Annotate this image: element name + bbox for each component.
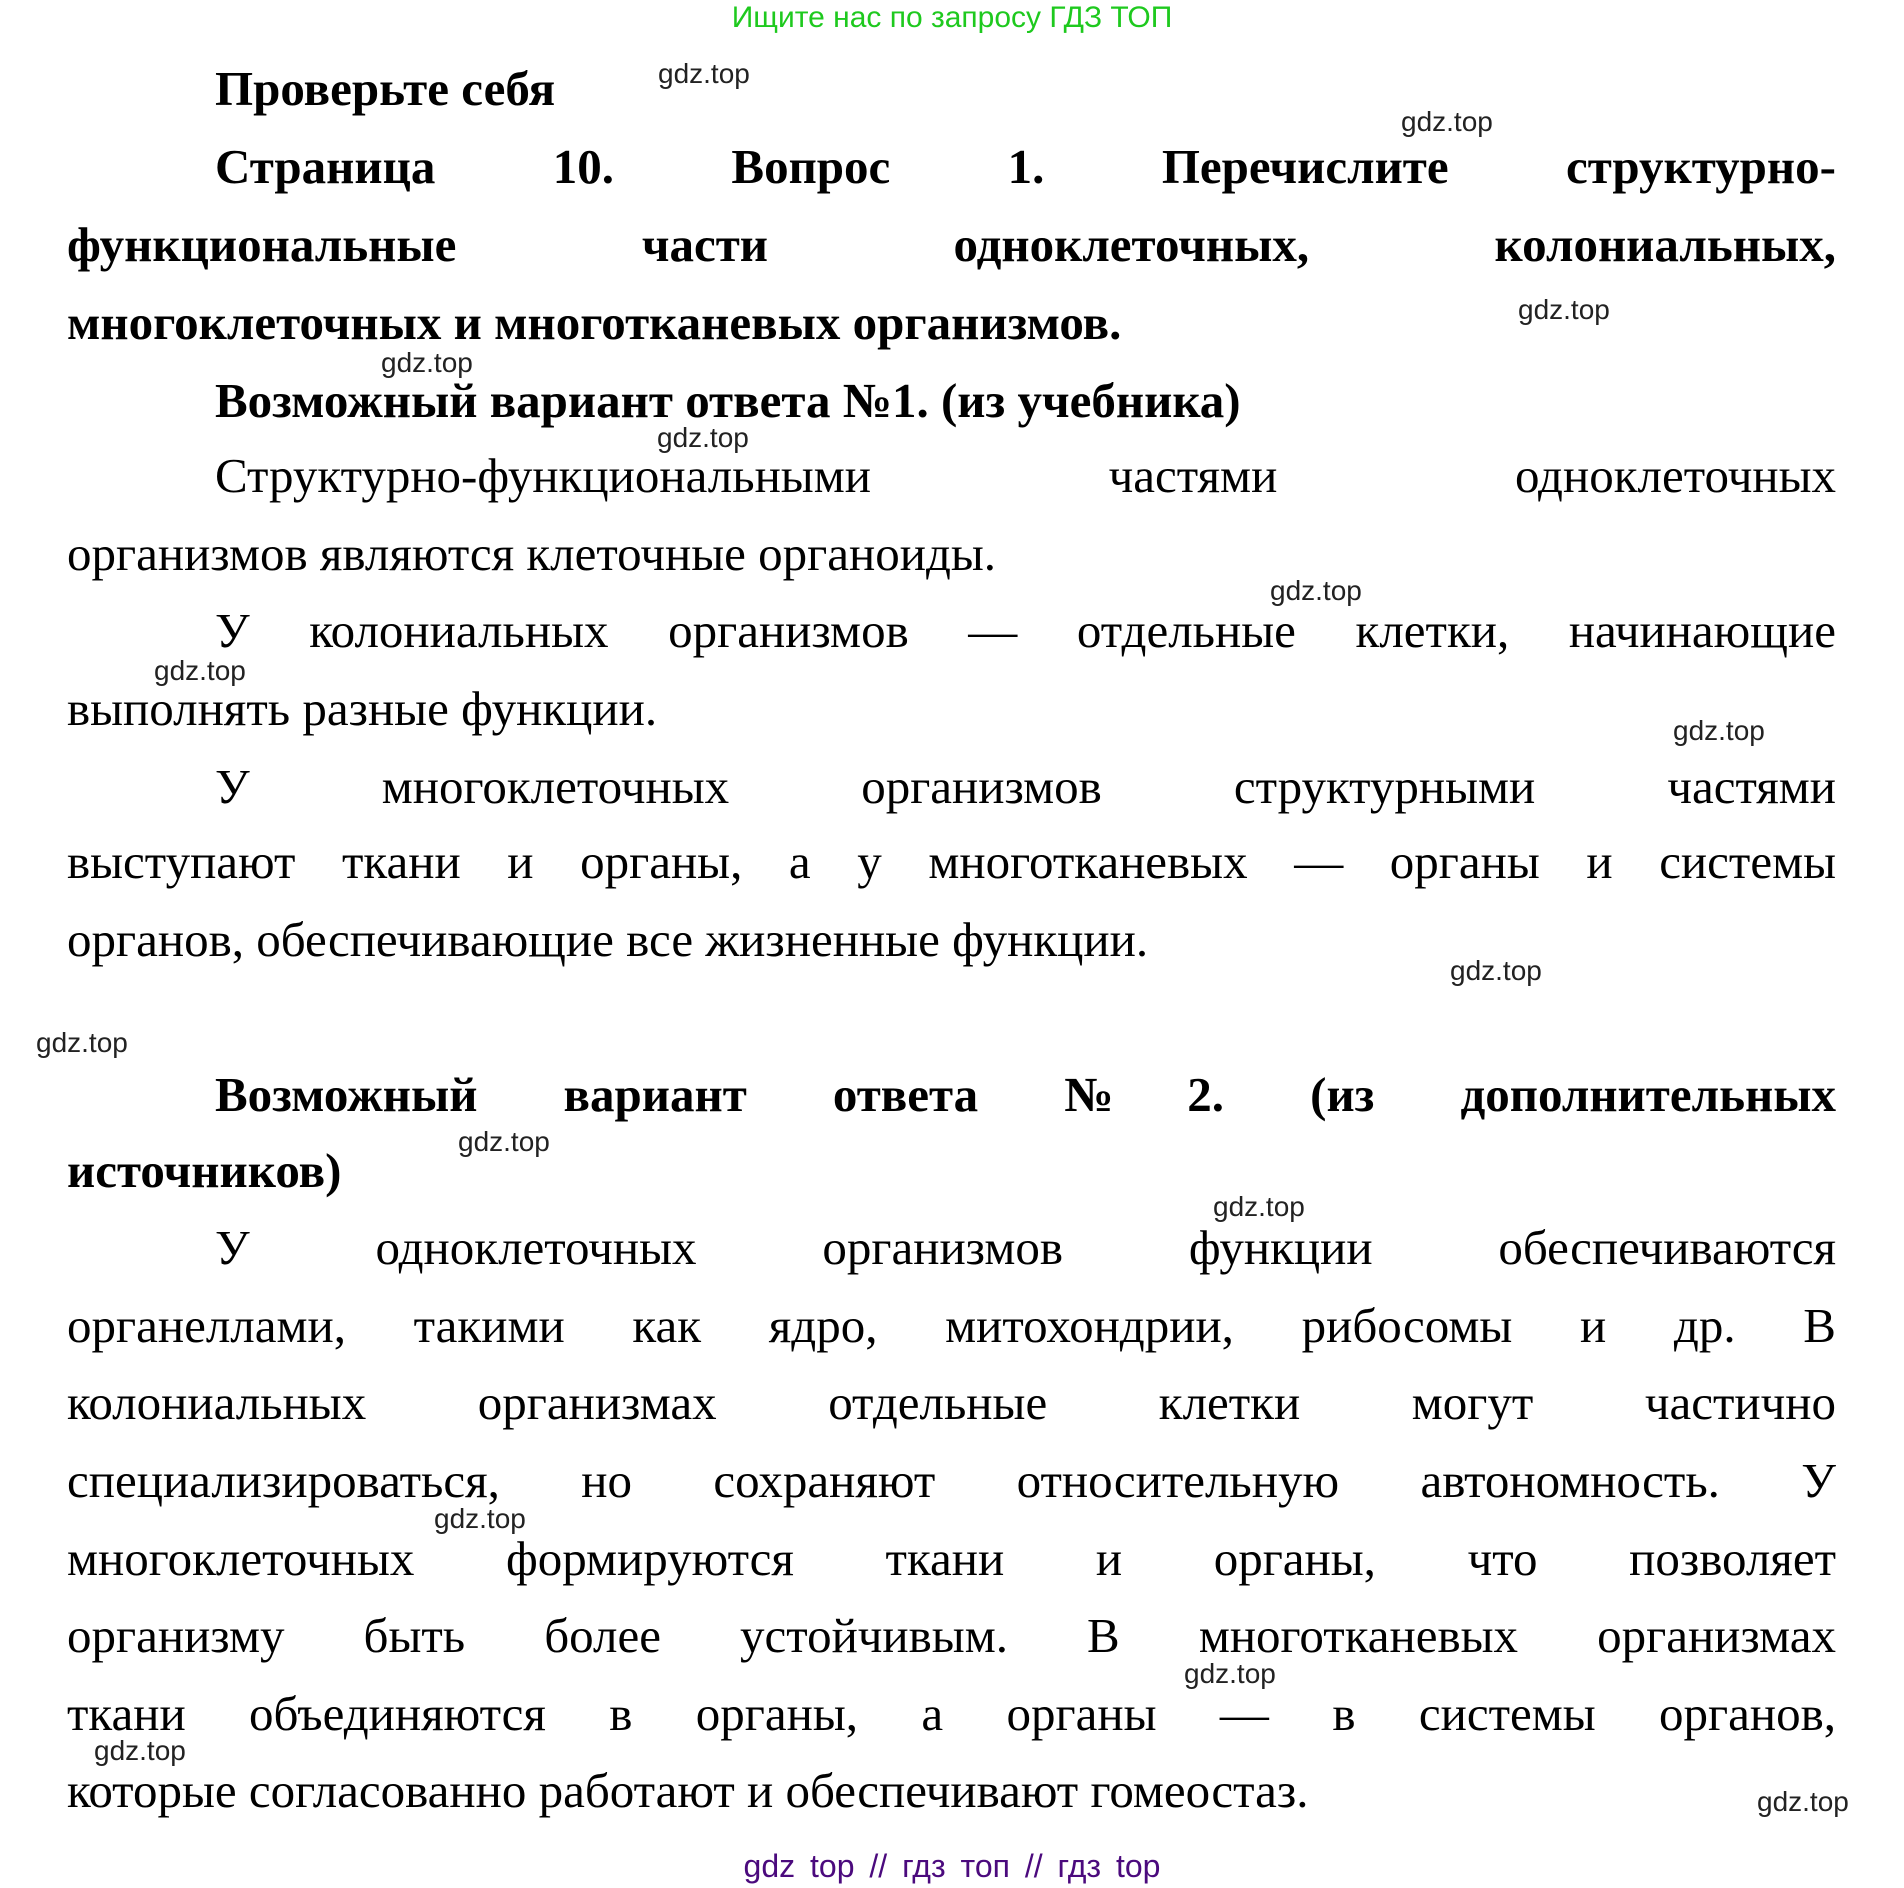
watermark: gdz.top: [1757, 1786, 1849, 1817]
answer2-line: многоклеточных формируются ткани и органы, что позволяет: [67, 1531, 1836, 1586]
watermark: gdz.top: [381, 347, 473, 378]
watermark: gdz.top: [458, 1126, 550, 1157]
answer1-line: выступают ткани и органы, а у многотканевых — органы и системы: [67, 834, 1836, 889]
search-banner: Ищите нас по запросу ГДЗ ТОП: [731, 1, 1173, 34]
answer2-line: организму быть более устойчивым. В многотканевых организмах: [67, 1608, 1836, 1663]
watermark: gdz.top: [657, 422, 749, 453]
watermark: gdz.top: [1450, 955, 1542, 986]
answer1-line: органов, обеспечивающие все жизненные функции.: [67, 912, 1149, 967]
watermark: gdz.top: [1518, 294, 1610, 325]
answer2-line: ткани объединяются в органы, а органы — в системы органов,: [67, 1686, 1836, 1741]
watermark: gdz.top: [1401, 106, 1493, 137]
question-line: функциональные части одноклеточных, колониальных,: [67, 217, 1836, 272]
watermark: gdz.top: [94, 1735, 186, 1766]
question-line: многоклеточных и многотканевых организмов.: [67, 295, 1122, 350]
answer2-line: которые согласованно работают и обеспечивают гомеостаз.: [67, 1763, 1309, 1818]
watermark: gdz.top: [1673, 715, 1765, 746]
watermark: gdz.top: [658, 58, 750, 89]
answer2-line: У одноклеточных организмов функции обеспечиваются: [215, 1220, 1836, 1275]
watermark: gdz.top: [434, 1503, 526, 1534]
answer2-line: специализироваться, но сохраняют относительную автономность. У: [67, 1453, 1836, 1508]
answer1-heading: Возможный вариант ответа №1. (из учебника): [215, 373, 1241, 428]
answer1-line: выполнять разные функции.: [67, 681, 658, 736]
watermark: gdz.top: [1184, 1658, 1276, 1689]
answer1-line: Структурно-функциональными частями одноклеточных: [215, 448, 1836, 503]
watermark: gdz.top: [1213, 1191, 1305, 1222]
question-line: Страница 10. Вопрос 1. Перечислите структурно-: [215, 139, 1836, 194]
answer2-line: колониальных организмах отдельные клетки могут частично: [67, 1375, 1836, 1430]
watermark: gdz.top: [154, 655, 246, 686]
answer1-line: организмов являются клеточные органоиды.: [67, 526, 997, 581]
answer2-heading: источников): [67, 1143, 342, 1198]
answer2-heading: Возможный вариант ответа №2. (из дополнительных: [215, 1067, 1836, 1122]
section-title: Проверьте себя: [215, 61, 556, 116]
answer1-line: У многоклеточных организмов структурными частями: [215, 759, 1836, 814]
footer-links: gdz top // гдз топ // гдз top: [743, 1848, 1161, 1884]
answer1-line: У колониальных организмов — отдельные клетки, начинающие: [215, 603, 1836, 658]
answer2-line: органеллами, такими как ядро, митохондрии, рибосомы и др. В: [67, 1298, 1836, 1353]
watermark: gdz.top: [1270, 575, 1362, 606]
watermark: gdz.top: [36, 1027, 128, 1058]
